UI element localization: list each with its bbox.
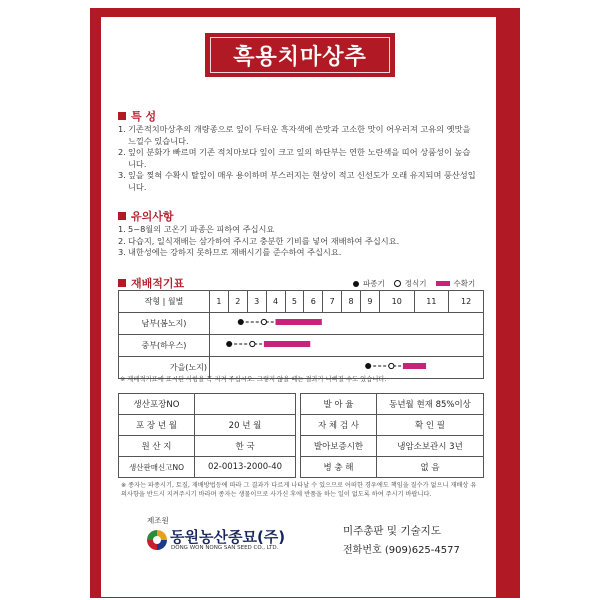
feature-item — [118, 147, 478, 170]
item-number: 2. — [118, 235, 126, 246]
caution-item — [118, 224, 478, 236]
info-key: 발 아 율 — [301, 394, 377, 415]
info-key: 병 충 해 — [301, 457, 377, 478]
info-value: 없 음 — [377, 457, 484, 478]
month-cell: 6 — [304, 291, 323, 313]
item-number: 1. — [118, 224, 126, 234]
schedule-heading — [118, 275, 184, 291]
company-name-en: DONG WON NONG SAN SEED CO., LTD. — [171, 545, 279, 551]
month-cell: 1 — [210, 291, 229, 313]
open-circle-icon — [394, 280, 401, 287]
features-heading-label: 특 성 — [131, 110, 157, 123]
schedule-heading-label: 재배적기표 — [131, 277, 185, 290]
schedule-marks — [206, 290, 484, 378]
harvest-bar — [264, 341, 310, 347]
item-number: 3. — [118, 170, 126, 181]
cautions-heading-label: 유의사항 — [131, 210, 174, 223]
features-list — [118, 124, 478, 194]
schedule-note: ※ 재배적기표에 표시된 사항을 꼭 지켜 주십시오. 그렇지 않을 때는 결과가 나빠질 수도 있습니다. — [120, 376, 387, 383]
row-label: 중부(하우스) — [119, 335, 210, 357]
month-cell: 8 — [342, 291, 361, 313]
info-key: 자 체 검 사 — [301, 415, 377, 436]
item-text: 기존적치마상추의 개량종으로 잎이 두터운 흑자색에 쓴맛과 고소한 맛이 어우러져 고유의 옛맛을 느낄수 있습니다. — [128, 124, 471, 146]
info-key: 발아보증시한 — [301, 436, 377, 457]
month-cell: 9 — [361, 291, 380, 313]
item-text: 잎을 찢혀 수확시 탈잎이 매우 용이하며 부스러지는 현상이 적고 신선도가 오래 유지되며 풍산성입니다. — [128, 170, 476, 192]
month-cell: 2 — [228, 291, 247, 313]
item-text: 잎이 분화가 빠르며 기존 적치마보다 잎이 크고 잎의 하단부는 연한 노란색을 띠어 상품성이 높습니다. — [128, 147, 471, 169]
square-bullet-icon — [118, 212, 126, 220]
legend-harvest: 수확기 — [453, 279, 476, 288]
info-key: 원 산 지 — [119, 436, 195, 457]
month-cell: 4 — [266, 291, 285, 313]
filled-dot-icon — [353, 281, 359, 287]
info-key: 생산판매신고NO — [119, 457, 195, 478]
harvest-bar — [276, 319, 322, 325]
schedule-legend — [353, 278, 475, 289]
info-value: 동년월 현재 85%이상 — [377, 394, 484, 415]
caution-item — [118, 247, 478, 259]
page-title: 흑용치마상추 — [210, 37, 390, 73]
month-cell: 5 — [285, 291, 304, 313]
month-cell: 7 — [323, 291, 342, 313]
item-text: 5~8월의 고온기 파종은 피하여 주십시요 — [128, 224, 275, 234]
row-label: 남부(봄노지) — [119, 313, 210, 335]
feature-item — [118, 170, 478, 193]
item-text: 내한성에는 강하지 못하므로 재배시기를 준수하여 주십시요. — [128, 247, 342, 258]
company-name: 동원농산종묘(주) — [170, 528, 286, 546]
sow-dot — [238, 319, 244, 325]
features-heading — [118, 108, 156, 124]
cautions-list — [118, 224, 478, 259]
info-value: 확 인 필 — [377, 415, 484, 436]
plant-circle — [261, 319, 266, 324]
info-key: 생산포장NO — [119, 394, 195, 415]
square-bullet-icon — [118, 112, 126, 120]
cautions-heading — [118, 208, 174, 224]
distributor-label: 미주총판 및 기술지도 — [343, 525, 441, 537]
harvest-bar — [403, 363, 426, 369]
info-value: 20 년 월 — [195, 415, 296, 436]
plant-circle — [250, 341, 255, 346]
info-row — [119, 394, 484, 415]
plant-circle — [389, 363, 394, 368]
legend-sow: 파종기 — [363, 279, 385, 288]
info-value: 한 국 — [195, 436, 296, 457]
month-cell: 12 — [449, 291, 484, 313]
sow-dot — [226, 341, 232, 347]
phone-number: 전화번호 (909)625-4577 — [343, 545, 460, 556]
harvest-bar-icon — [436, 281, 450, 286]
info-value — [195, 394, 296, 415]
item-text: 다습지, 일식재배는 삼가하여 주시고 충분한 기비를 넣어 재배하여 주십시요. — [128, 235, 400, 246]
month-cell: 10 — [379, 291, 414, 313]
info-row — [119, 415, 484, 436]
title-box — [205, 33, 395, 77]
item-number: 3. — [118, 247, 126, 258]
info-row — [119, 457, 484, 478]
caution-item — [118, 236, 478, 248]
item-number: 2. — [118, 147, 126, 158]
month-cell: 11 — [414, 291, 449, 313]
info-key: 포 장 년 월 — [119, 415, 195, 436]
feature-item — [118, 124, 478, 147]
square-bullet-icon — [118, 279, 126, 287]
disclaimer-note: ※ 종자는 파종시기, 토질, 재배방법등에 따라 그 결과가 다르게 나타날 수 있으므로 어떠한 경우에도 책임을 질수가 없으니 재배상 유의사항을 반드시 지켜주시기 바라며 종자는 생물이므로 사가신 후에 반품을 하는 일이 없도록 하여 주시기 바랍니다. — [121, 482, 477, 498]
info-row — [119, 436, 484, 457]
schedule-header-label: 작형 | 월별 — [119, 291, 210, 313]
sow-dot — [365, 363, 371, 369]
legend-plant: 정식기 — [404, 279, 427, 288]
item-number: 1. — [118, 124, 126, 134]
company-logo-icon — [145, 528, 169, 552]
info-value: 02-0013-2000-40 — [195, 457, 296, 478]
info-table — [118, 393, 484, 478]
row-label: 가을(노지) — [119, 357, 210, 379]
maker-label: 제조원 — [147, 516, 169, 525]
month-cell: 3 — [247, 291, 266, 313]
info-value: 냉암소보관시 3년 — [377, 436, 484, 457]
